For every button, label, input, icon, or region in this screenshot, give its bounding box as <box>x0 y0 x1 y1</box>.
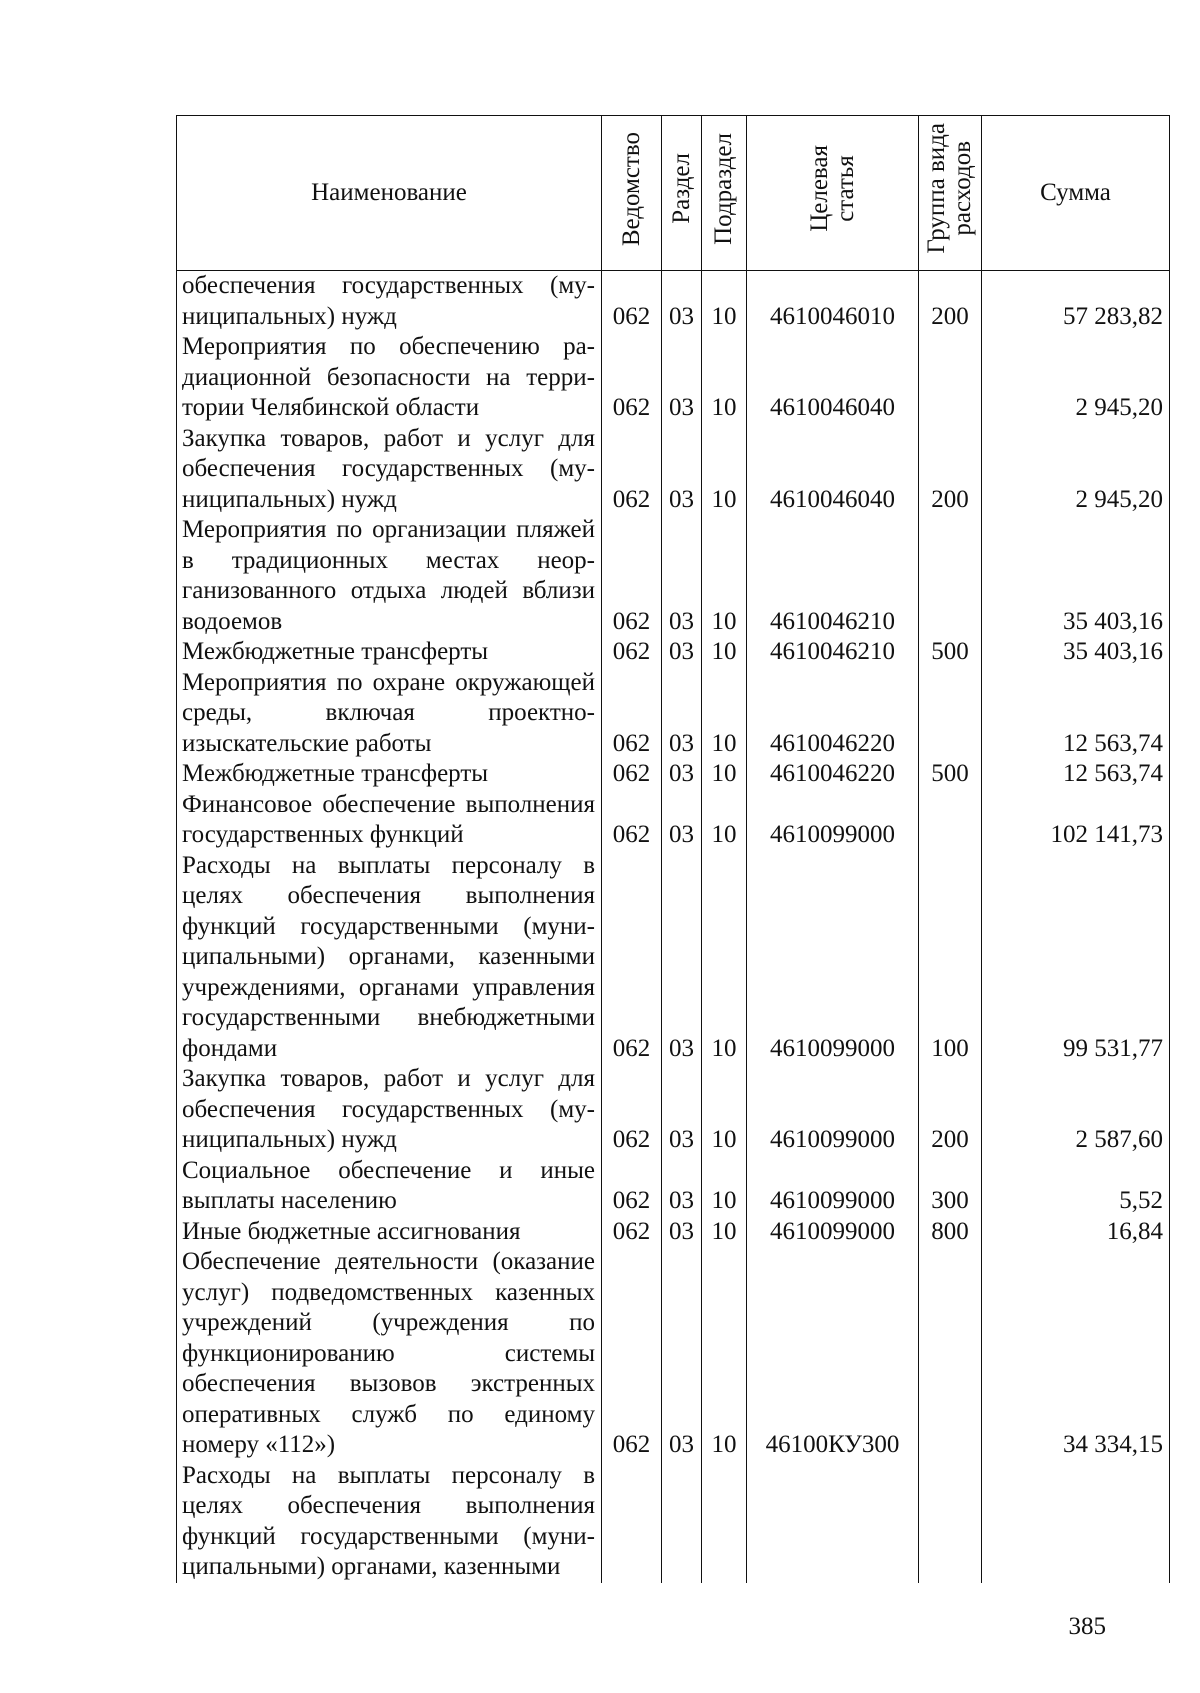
cell-summa: 2 945,20 <box>982 424 1170 516</box>
cell-gruppa <box>919 668 982 760</box>
cell-podrazdel: 10 <box>702 637 747 668</box>
cell-summa: 99 531,77 <box>982 851 1170 1065</box>
cell-vedomstvo: 062 <box>602 851 662 1065</box>
cell-gruppa: 200 <box>919 1064 982 1156</box>
table-row <box>177 668 1170 760</box>
cell-name: Расходы на выплаты персоналу в целях обеспечения выполнения функций государственными (муниципальными) органами, казенными <box>177 1461 602 1583</box>
cell-celevaya-statya: 4610046040 <box>747 332 919 424</box>
cell-name: Социальное обеспечение и иные выплаты населению <box>177 1156 602 1217</box>
cell-razdel: 03 <box>662 1247 702 1461</box>
cell-razdel: 03 <box>662 1217 702 1248</box>
cell-vedomstvo: 062 <box>602 637 662 668</box>
cell-celevaya-statya: 4610099000 <box>747 1064 919 1156</box>
cell-vedomstvo: 062 <box>602 515 662 637</box>
cell-summa: 2 587,60 <box>982 1064 1170 1156</box>
cell-gruppa: 100 <box>919 851 982 1065</box>
cell-name: Мероприятия по организации пляжей в традиционных местах неорганизованного отдыха людей вблизи водоемов <box>177 515 602 637</box>
cell-name: обеспечения государственных (муниципальных) нужд <box>177 271 602 333</box>
cell-name: Расходы на выплаты персоналу в целях обеспечения выполнения функций государственными (муниципальными) органами, казенными учреждениями, органами управления государственными внебюджетными фондами <box>177 851 602 1065</box>
cell-gruppa <box>919 1461 982 1583</box>
cell-podrazdel: 10 <box>702 1247 747 1461</box>
cell-name: Закупка товаров, работ и услуг для обеспечения государственных (муниципальных) нужд <box>177 1064 602 1156</box>
cell-razdel: 03 <box>662 515 702 637</box>
cell-razdel: 03 <box>662 1156 702 1217</box>
table-row <box>177 1156 1170 1217</box>
table-body <box>177 271 1170 1583</box>
cell-celevaya-statya <box>747 1461 919 1583</box>
cell-name: Межбюджетные трансферты <box>177 759 602 790</box>
cell-gruppa <box>919 332 982 424</box>
cell-gruppa: 500 <box>919 759 982 790</box>
cell-celevaya-statya: 46100КУ300 <box>747 1247 919 1461</box>
table-header <box>177 116 1170 271</box>
cell-vedomstvo: 062 <box>602 759 662 790</box>
cell-gruppa: 500 <box>919 637 982 668</box>
cell-podrazdel: 10 <box>702 851 747 1065</box>
cell-celevaya-statya: 4610099000 <box>747 851 919 1065</box>
table-row <box>177 1461 1170 1583</box>
cell-vedomstvo: 062 <box>602 1064 662 1156</box>
cell-gruppa <box>919 1247 982 1461</box>
cell-vedomstvo: 062 <box>602 1156 662 1217</box>
cell-name: Иные бюджетные ассигнования <box>177 1217 602 1248</box>
cell-vedomstvo: 062 <box>602 271 662 333</box>
cell-celevaya-statya: 4610046010 <box>747 271 919 333</box>
cell-podrazdel: 10 <box>702 790 747 851</box>
cell-gruppa: 800 <box>919 1217 982 1248</box>
cell-summa: 102 141,73 <box>982 790 1170 851</box>
cell-razdel: 03 <box>662 1064 702 1156</box>
table-row <box>177 1064 1170 1156</box>
cell-razdel: 03 <box>662 424 702 516</box>
cell-razdel: 03 <box>662 668 702 760</box>
cell-gruppa <box>919 515 982 637</box>
header-summa: Сумма <box>982 116 1170 271</box>
cell-summa: 34 334,15 <box>982 1247 1170 1461</box>
cell-podrazdel: 10 <box>702 668 747 760</box>
cell-summa: 57 283,82 <box>982 271 1170 333</box>
cell-razdel: 03 <box>662 271 702 333</box>
cell-summa: 2 945,20 <box>982 332 1170 424</box>
cell-razdel: 03 <box>662 790 702 851</box>
cell-name: Мероприятия по обеспечению радиационной безопасности на территории Челябинской области <box>177 332 602 424</box>
cell-podrazdel: 10 <box>702 1064 747 1156</box>
cell-razdel: 03 <box>662 637 702 668</box>
cell-gruppa: 200 <box>919 271 982 333</box>
cell-summa: 35 403,16 <box>982 515 1170 637</box>
table-row <box>177 424 1170 516</box>
table-row <box>177 271 1170 333</box>
table-row <box>177 1247 1170 1461</box>
cell-summa <box>982 1461 1170 1583</box>
cell-podrazdel: 10 <box>702 515 747 637</box>
page-number: 385 <box>1068 1613 1106 1640</box>
cell-razdel: 03 <box>662 332 702 424</box>
cell-vedomstvo: 062 <box>602 1217 662 1248</box>
cell-summa: 12 563,74 <box>982 668 1170 760</box>
budget-table <box>176 115 1170 1583</box>
cell-podrazdel: 10 <box>702 1217 747 1248</box>
table-row <box>177 332 1170 424</box>
header-name: Наименование <box>177 116 602 271</box>
cell-summa: 5,52 <box>982 1156 1170 1217</box>
cell-vedomstvo: 062 <box>602 424 662 516</box>
cell-gruppa: 300 <box>919 1156 982 1217</box>
cell-podrazdel: 10 <box>702 1156 747 1217</box>
cell-summa: 12 563,74 <box>982 759 1170 790</box>
cell-razdel: 03 <box>662 851 702 1065</box>
cell-name: Мероприятия по охране окружающей среды, включая проектно-изыскательские работы <box>177 668 602 760</box>
cell-celevaya-statya: 4610046220 <box>747 668 919 760</box>
cell-name: Межбюджетные трансферты <box>177 637 602 668</box>
cell-name: Обеспечение деятельности (оказание услуг) подведомственных казенных учреждений (учреждения по функционированию системы обеспечения вызовов экстренных оперативных служб по единому номеру «112») <box>177 1247 602 1461</box>
header-celevaya-statya: Целевая статья <box>747 116 919 271</box>
cell-celevaya-statya: 4610099000 <box>747 790 919 851</box>
cell-summa: 35 403,16 <box>982 637 1170 668</box>
table-row <box>177 637 1170 668</box>
cell-podrazdel <box>702 1461 747 1583</box>
cell-summa: 16,84 <box>982 1217 1170 1248</box>
cell-name: Закупка товаров, работ и услуг для обеспечения государственных (муниципальных) нужд <box>177 424 602 516</box>
table-row <box>177 515 1170 637</box>
cell-razdel <box>662 1461 702 1583</box>
cell-vedomstvo: 062 <box>602 332 662 424</box>
cell-vedomstvo: 062 <box>602 790 662 851</box>
table-row <box>177 790 1170 851</box>
cell-celevaya-statya: 4610046210 <box>747 515 919 637</box>
cell-celevaya-statya: 4610046210 <box>747 637 919 668</box>
cell-gruppa: 200 <box>919 424 982 516</box>
cell-gruppa <box>919 790 982 851</box>
header-razdel: Раздел <box>662 116 702 271</box>
cell-celevaya-statya: 4610099000 <box>747 1156 919 1217</box>
cell-podrazdel: 10 <box>702 759 747 790</box>
cell-celevaya-statya: 4610046220 <box>747 759 919 790</box>
table-row <box>177 759 1170 790</box>
cell-podrazdel: 10 <box>702 424 747 516</box>
cell-celevaya-statya: 4610099000 <box>747 1217 919 1248</box>
cell-podrazdel: 10 <box>702 332 747 424</box>
cell-vedomstvo: 062 <box>602 1247 662 1461</box>
header-podrazdel: Подраздел <box>702 116 747 271</box>
cell-celevaya-statya: 4610046040 <box>747 424 919 516</box>
cell-vedomstvo <box>602 1461 662 1583</box>
cell-podrazdel: 10 <box>702 271 747 333</box>
table-row <box>177 1217 1170 1248</box>
table-row <box>177 851 1170 1065</box>
header-gruppa-vida-raskhodov: Группа вида расходов <box>919 116 982 271</box>
cell-razdel: 03 <box>662 759 702 790</box>
header-vedomstvo: Ведомство <box>602 116 662 271</box>
cell-name: Финансовое обеспечение выполнения государственных функций <box>177 790 602 851</box>
cell-vedomstvo: 062 <box>602 668 662 760</box>
